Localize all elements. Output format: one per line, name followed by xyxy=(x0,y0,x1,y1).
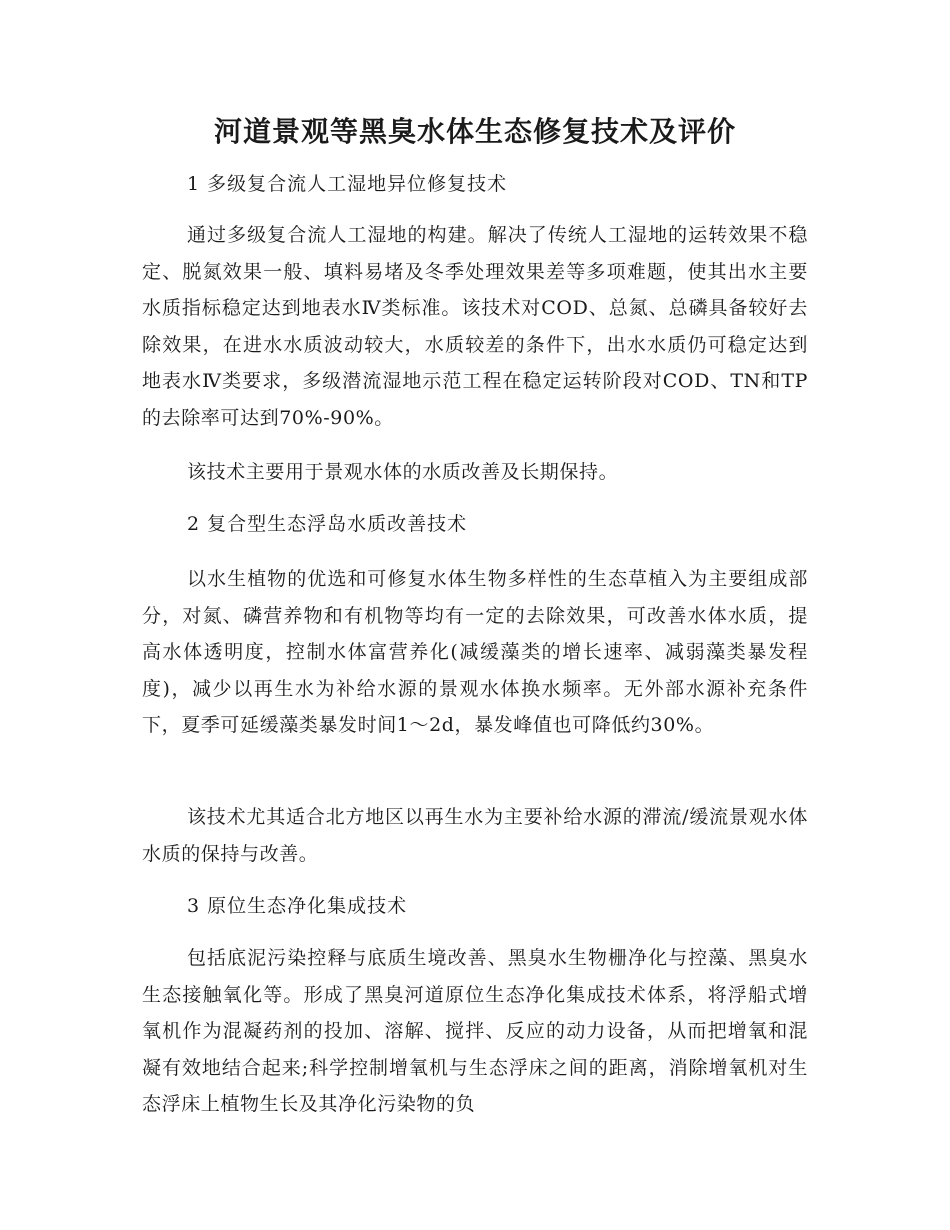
section-2-heading: 2 复合型生态浮岛水质改善技术 xyxy=(187,513,468,535)
section-3-paragraph-1: 包括底泥污染控释与底质生境改善、黑臭水生物栅净化与控藻、黑臭水生态接触氧化等。形成了黑臭河道原位生态净化集成技术体系，将浮船式增氧机作为混凝药剂的投加、溶解、搅拌、反应的动力设备，从而把增氧和混凝有效地结合起来;科学控制增氧机与生态浮床之间的距离，消除增氧机对生态浮床上植物生长及其净化污染物的负 xyxy=(142,947,808,1115)
section-1-paragraph-1: 通过多级复合流人工湿地的构建。解决了传统人工湿地的运转效果不稳定、脱氮效果一般、填料易堵及冬季处理效果差等多项难题，使其出水主要水质指标稳定达到地表水Ⅳ类标准。该技术对COD、总氮、总磷具备较好去除效果，在进水水质波动较大，水质较差的条件下，出水水质仍可稳定达到地表水Ⅳ类要求，多级潜流湿地示范工程在稳定运转阶段对COD、TN和TP的去除率可达到70%-90%。 xyxy=(142,224,808,429)
section-2-paragraph-1: 以水生植物的优选和可修复水体生物多样性的生态草植入为主要组成部分，对氮、磷营养物和有机物等均有一定的去除效果，可改善水体水质，提高水体透明度，控制水体富营养化(减缓藻类的增长速率、减弱藻类暴发程度)，减少以再生水为补给水源的景观水体换水频率。无外部水源补充条件下，夏季可延缓藻类暴发时间1～2d，暴发峰值也可降低约30%。 xyxy=(142,568,808,736)
section-1-paragraph-2: 该技术主要用于景观水体的水质改善及长期保持。 xyxy=(187,461,619,483)
document-title: 河道景观等黑臭水体生态修复技术及评价 xyxy=(213,115,736,148)
section-3-heading: 3 原位生态净化集成技术 xyxy=(187,895,408,917)
section-1-heading: 1 多级复合流人工湿地异位修复技术 xyxy=(187,173,508,195)
section-2-paragraph-2: 该技术尤其适合北方地区以再生水为主要补给水源的滞流/缓流景观水体水质的保持与改善。 xyxy=(142,806,808,865)
